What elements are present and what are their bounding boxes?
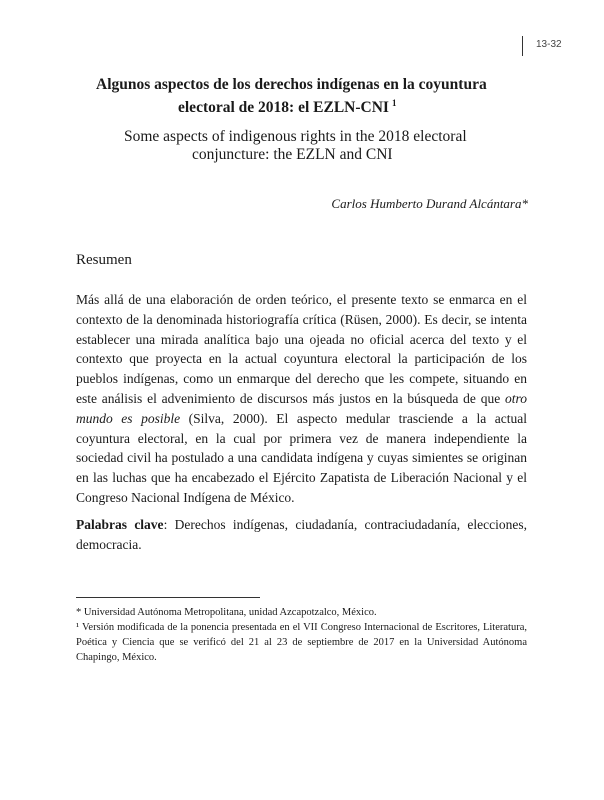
title-spanish-line2: electoral de 2018: el EZLN-CNI [178,99,389,116]
footnotes [76,605,527,665]
page-number-divider [522,36,523,56]
title-spanish [96,76,536,117]
page-number-text: 13-32 [536,39,562,50]
title-english-line2: conjuncture: the EZLN and CNI [192,146,393,163]
title-english [124,128,544,164]
title-spanish-line1: Algunos aspectos de los derechos indígenas en la coyuntura [96,76,487,93]
footnote-1: ¹ Versión modificada de la ponencia presentada en el VII Congreso Internacional de Escritores, Literatura, Poética y Ciencia que se verificó del 21 al 23 de septiembre de 2017 en la Universidad Autónoma Chapingo, México. [76,622,527,663]
section-heading: Resumen [76,252,132,268]
abstract-italic-phrase: otro mundo es posible [76,390,528,426]
title-spanish-line2-wrap [96,94,536,117]
footnote-divider [76,597,260,598]
abstract-paragraph [76,290,527,508]
abstract-text-2: (Silva, 2000). El aspecto medular trasciende a la actual coyuntura electoral, en la cual por primera vez de manera independiente la sociedad civil ha postulado a una candidata indígena y cuyas simientes se originan en las luchas que ha encabezado el Ejército Zapatista de Liberación Nacional y el Congreso Nacional Indígena de México. [76,410,527,505]
keywords-paragraph [76,515,527,555]
abstract-text-1: Más allá de una elaboración de orden teórico, el presente texto se enmarca en el contexto de la denominada historiografía crítica (Rüsen, 2000). Es decir, se intenta establecer una mirada analítica bajo una ojeada no oficial acerca del texto y el contexto que proyecta en la actual coyuntura electoral la participación de los pueblos indígenas, como un enmarque del derecho que les compete, situando en este análisis el advenimiento de discursos más justos en la búsqueda de que [76,292,527,406]
title-footnote-mark: 1 [392,98,397,108]
footnote-affiliation: * Universidad Autónoma Metropolitana, unidad Azcapotzalco, México. [76,607,377,618]
author-name: Carlos Humberto Durand Alcántara* [331,196,528,211]
keywords-label: Palabras clave [76,517,164,532]
keywords-text: : Derechos indígenas, ciudadanía, contraciudadanía, elecciones, democracia. [76,517,527,552]
page-number [522,36,582,56]
title-english-line1: Some aspects of indigenous rights in the 2018 electoral [124,128,467,145]
